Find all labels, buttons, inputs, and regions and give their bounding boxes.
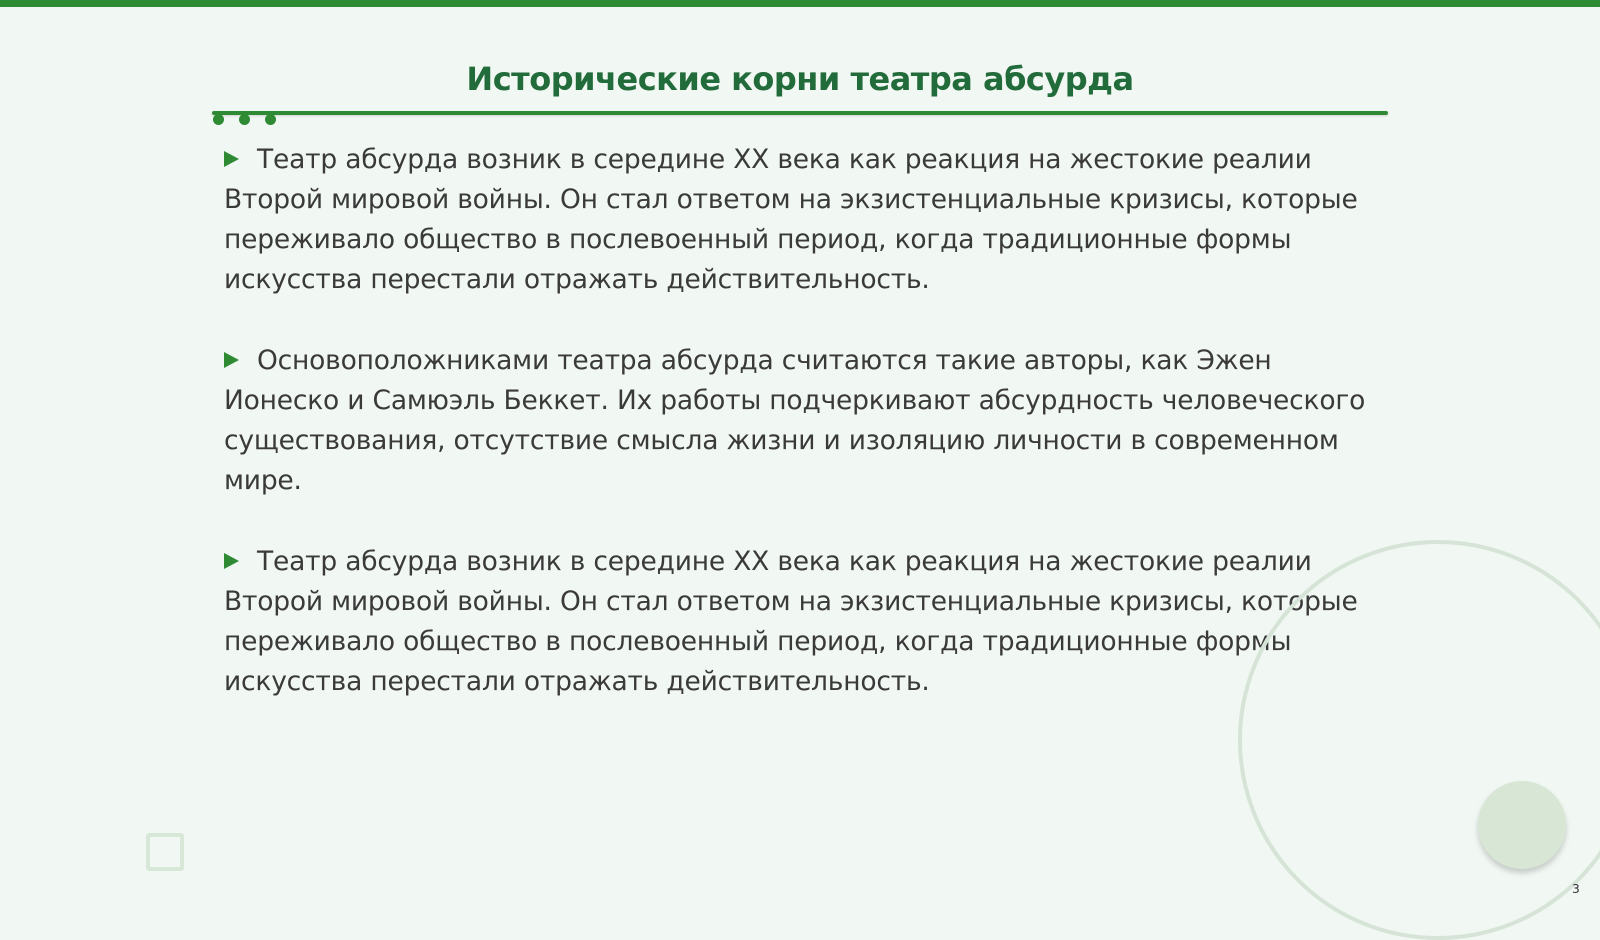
slide-body [224,140,1384,743]
decor-dot [265,114,276,125]
paragraph [224,341,1384,501]
decor-square [146,833,184,871]
paragraph-text: Театр абсурда возник в середине XX века как реакция на жестокие реалии Второй мировой войны. Он стал ответом на экзистенциальные кризисы, которые переживало общество в послевоенный период, когда традиционные формы искусства перестали отражать действительность. [224,546,1358,697]
page-number: 3 [1572,882,1580,896]
triangle-bullet-icon [224,151,239,167]
decor-dot [213,114,224,125]
triangle-bullet-icon [224,553,239,569]
top-accent-bar [0,0,1600,7]
decor-circle [1478,781,1566,869]
paragraph-text: Основоположниками театра абсурда считаются такие авторы, как Эжен Ионеско и Самюэль Беккет. Их работы подчеркивают абсурдность человеческого существования, отсутствие смысла жизни и изоляцию личности в современном мире. [224,345,1366,496]
paragraph [224,542,1384,702]
slide-title: Исторические корни театра абсурда [466,60,1134,98]
decor-dot [239,114,250,125]
paragraph-text: Театр абсурда возник в середине XX века как реакция на жестокие реалии Второй мировой войны. Он стал ответом на экзистенциальные кризисы, которые переживало общество в послевоенный период, когда традиционные формы искусства перестали отражать действительность. [224,144,1358,295]
title-underline [212,111,1388,115]
paragraph [224,140,1384,300]
triangle-bullet-icon [224,352,239,368]
